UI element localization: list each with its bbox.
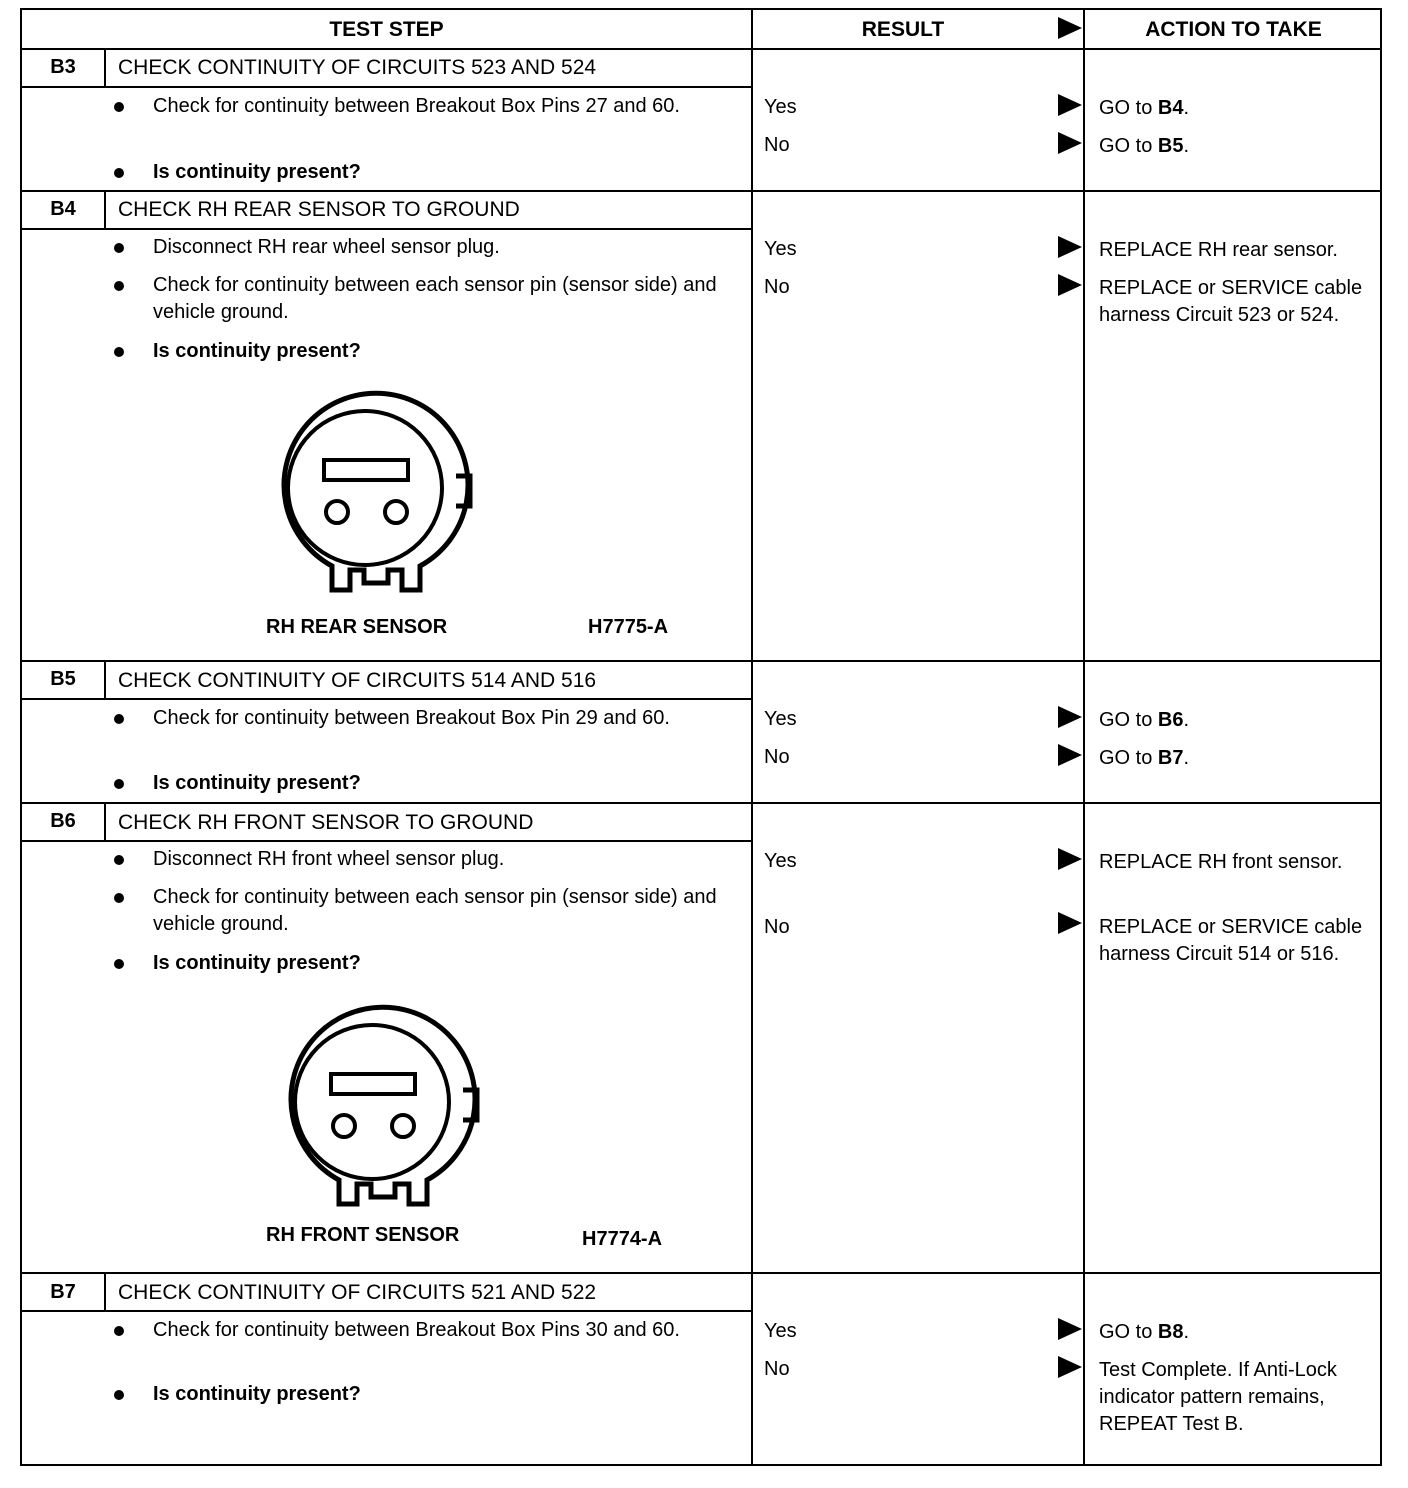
action-no: REPLACE or SERVICE cable harness Circuit 514 or 516. <box>1099 916 1363 965</box>
bullet-icon <box>114 168 124 178</box>
result-no: No <box>764 746 790 768</box>
step-reference: B6 <box>1157 709 1184 731</box>
action-no: REPLACE or SERVICE cable harness Circuit 523 or 524. <box>1099 277 1363 326</box>
step-id: B6 <box>50 810 76 832</box>
result-no: No <box>764 1358 790 1380</box>
bullet-text: Check for continuity between Breakout Box Pins 30 and 60. <box>153 1319 680 1341</box>
bullet-text: Check for continuity between each sensor pin (sensor side) and vehicle ground. <box>153 274 717 323</box>
row-divider <box>22 190 1380 192</box>
action-yes: GO to B4. <box>1099 97 1190 119</box>
bullet-icon <box>114 855 124 865</box>
step-title: CHECK CONTINUITY OF CIRCUITS 514 AND 516 <box>118 669 597 692</box>
step-reference: B7 <box>1157 747 1184 769</box>
bullet-question: Is continuity present? <box>153 161 361 183</box>
result-no: No <box>764 276 790 298</box>
bullet-icon <box>114 959 124 969</box>
result-yes: Yes <box>764 1320 797 1342</box>
result-yes: Yes <box>764 850 797 872</box>
sensor-connector-icon <box>270 388 480 598</box>
column-divider <box>1083 10 1085 1464</box>
result-no: No <box>764 134 790 156</box>
arrow-icon <box>1058 744 1082 766</box>
bullet-icon <box>114 243 124 253</box>
action-no: GO to B5. <box>1099 135 1190 157</box>
bullet-question: Is continuity present? <box>153 772 361 794</box>
step-title: CHECK CONTINUITY OF CIRCUITS 521 AND 522 <box>118 1281 597 1304</box>
bullet-icon <box>114 102 124 112</box>
bullet-icon <box>114 714 124 724</box>
figure-caption: RH FRONT SENSOR <box>266 1224 460 1246</box>
step-title: CHECK RH REAR SENSOR TO GROUND <box>118 198 520 221</box>
figure-code: H7775-A <box>588 616 669 638</box>
step-reference: B8 <box>1157 1321 1184 1343</box>
header-action: ACTION TO TAKE <box>1145 18 1322 41</box>
result-yes: Yes <box>764 708 797 730</box>
result-no: No <box>764 916 790 938</box>
bullet-text: Check for continuity between Breakout Box Pin 29 and 60. <box>153 707 670 729</box>
action-yes: GO to B8. <box>1099 1321 1190 1343</box>
diagnostic-table <box>20 8 1382 1466</box>
figure-code: H7774-A <box>582 1228 663 1250</box>
bullet-icon <box>114 893 124 903</box>
arrow-icon <box>1058 17 1082 39</box>
arrow-icon <box>1058 706 1082 728</box>
arrow-icon <box>1058 1318 1082 1340</box>
sensor-connector-icon <box>277 1002 487 1212</box>
bullet-icon <box>114 1326 124 1336</box>
bullet-text: Check for continuity between each sensor pin (sensor side) and vehicle ground. <box>153 886 717 935</box>
row-divider <box>22 660 1380 662</box>
step-id: B5 <box>50 668 76 690</box>
bullet-question: Is continuity present? <box>153 340 361 362</box>
arrow-icon <box>1058 94 1082 116</box>
step-reference: B5 <box>1157 135 1184 157</box>
header-divider <box>22 48 1380 50</box>
bullet-icon <box>114 779 124 789</box>
arrow-icon <box>1058 274 1082 296</box>
action-yes: REPLACE RH front sensor. <box>1099 851 1343 873</box>
step-title: CHECK CONTINUITY OF CIRCUITS 523 AND 524 <box>118 56 597 79</box>
action-no: Test Complete. If Anti-Lock indicator pattern remains, REPEAT Test B. <box>1099 1359 1337 1435</box>
arrow-icon <box>1058 236 1082 258</box>
bullet-text: Disconnect RH rear wheel sensor plug. <box>153 236 500 258</box>
bullet-icon <box>114 347 124 357</box>
figure-caption: RH REAR SENSOR <box>266 616 448 638</box>
bullet-icon <box>114 1390 124 1400</box>
header-test-step: TEST STEP <box>329 18 444 41</box>
arrow-icon <box>1058 912 1082 934</box>
arrow-icon <box>1058 132 1082 154</box>
header-result: RESULT <box>861 18 945 41</box>
step-id: B7 <box>50 1281 76 1303</box>
arrow-icon <box>1058 848 1082 870</box>
action-no: GO to B7. <box>1099 747 1190 769</box>
bullet-text: Disconnect RH front wheel sensor plug. <box>153 848 505 870</box>
bullet-icon <box>114 281 124 291</box>
arrow-icon <box>1058 1356 1082 1378</box>
row-divider <box>22 802 1380 804</box>
action-yes: GO to B6. <box>1099 709 1190 731</box>
result-yes: Yes <box>764 238 797 260</box>
bullet-question: Is continuity present? <box>153 1383 361 1405</box>
column-divider <box>751 10 753 1464</box>
step-id: B4 <box>50 198 76 220</box>
step-id: B3 <box>50 56 76 78</box>
action-yes: REPLACE RH rear sensor. <box>1099 239 1338 261</box>
bullet-question: Is continuity present? <box>153 952 361 974</box>
result-yes: Yes <box>764 96 797 118</box>
step-reference: B4 <box>1157 97 1184 119</box>
step-title: CHECK RH FRONT SENSOR TO GROUND <box>118 811 534 834</box>
bullet-text: Check for continuity between Breakout Box Pins 27 and 60. <box>153 95 680 117</box>
row-divider <box>22 1272 1380 1274</box>
